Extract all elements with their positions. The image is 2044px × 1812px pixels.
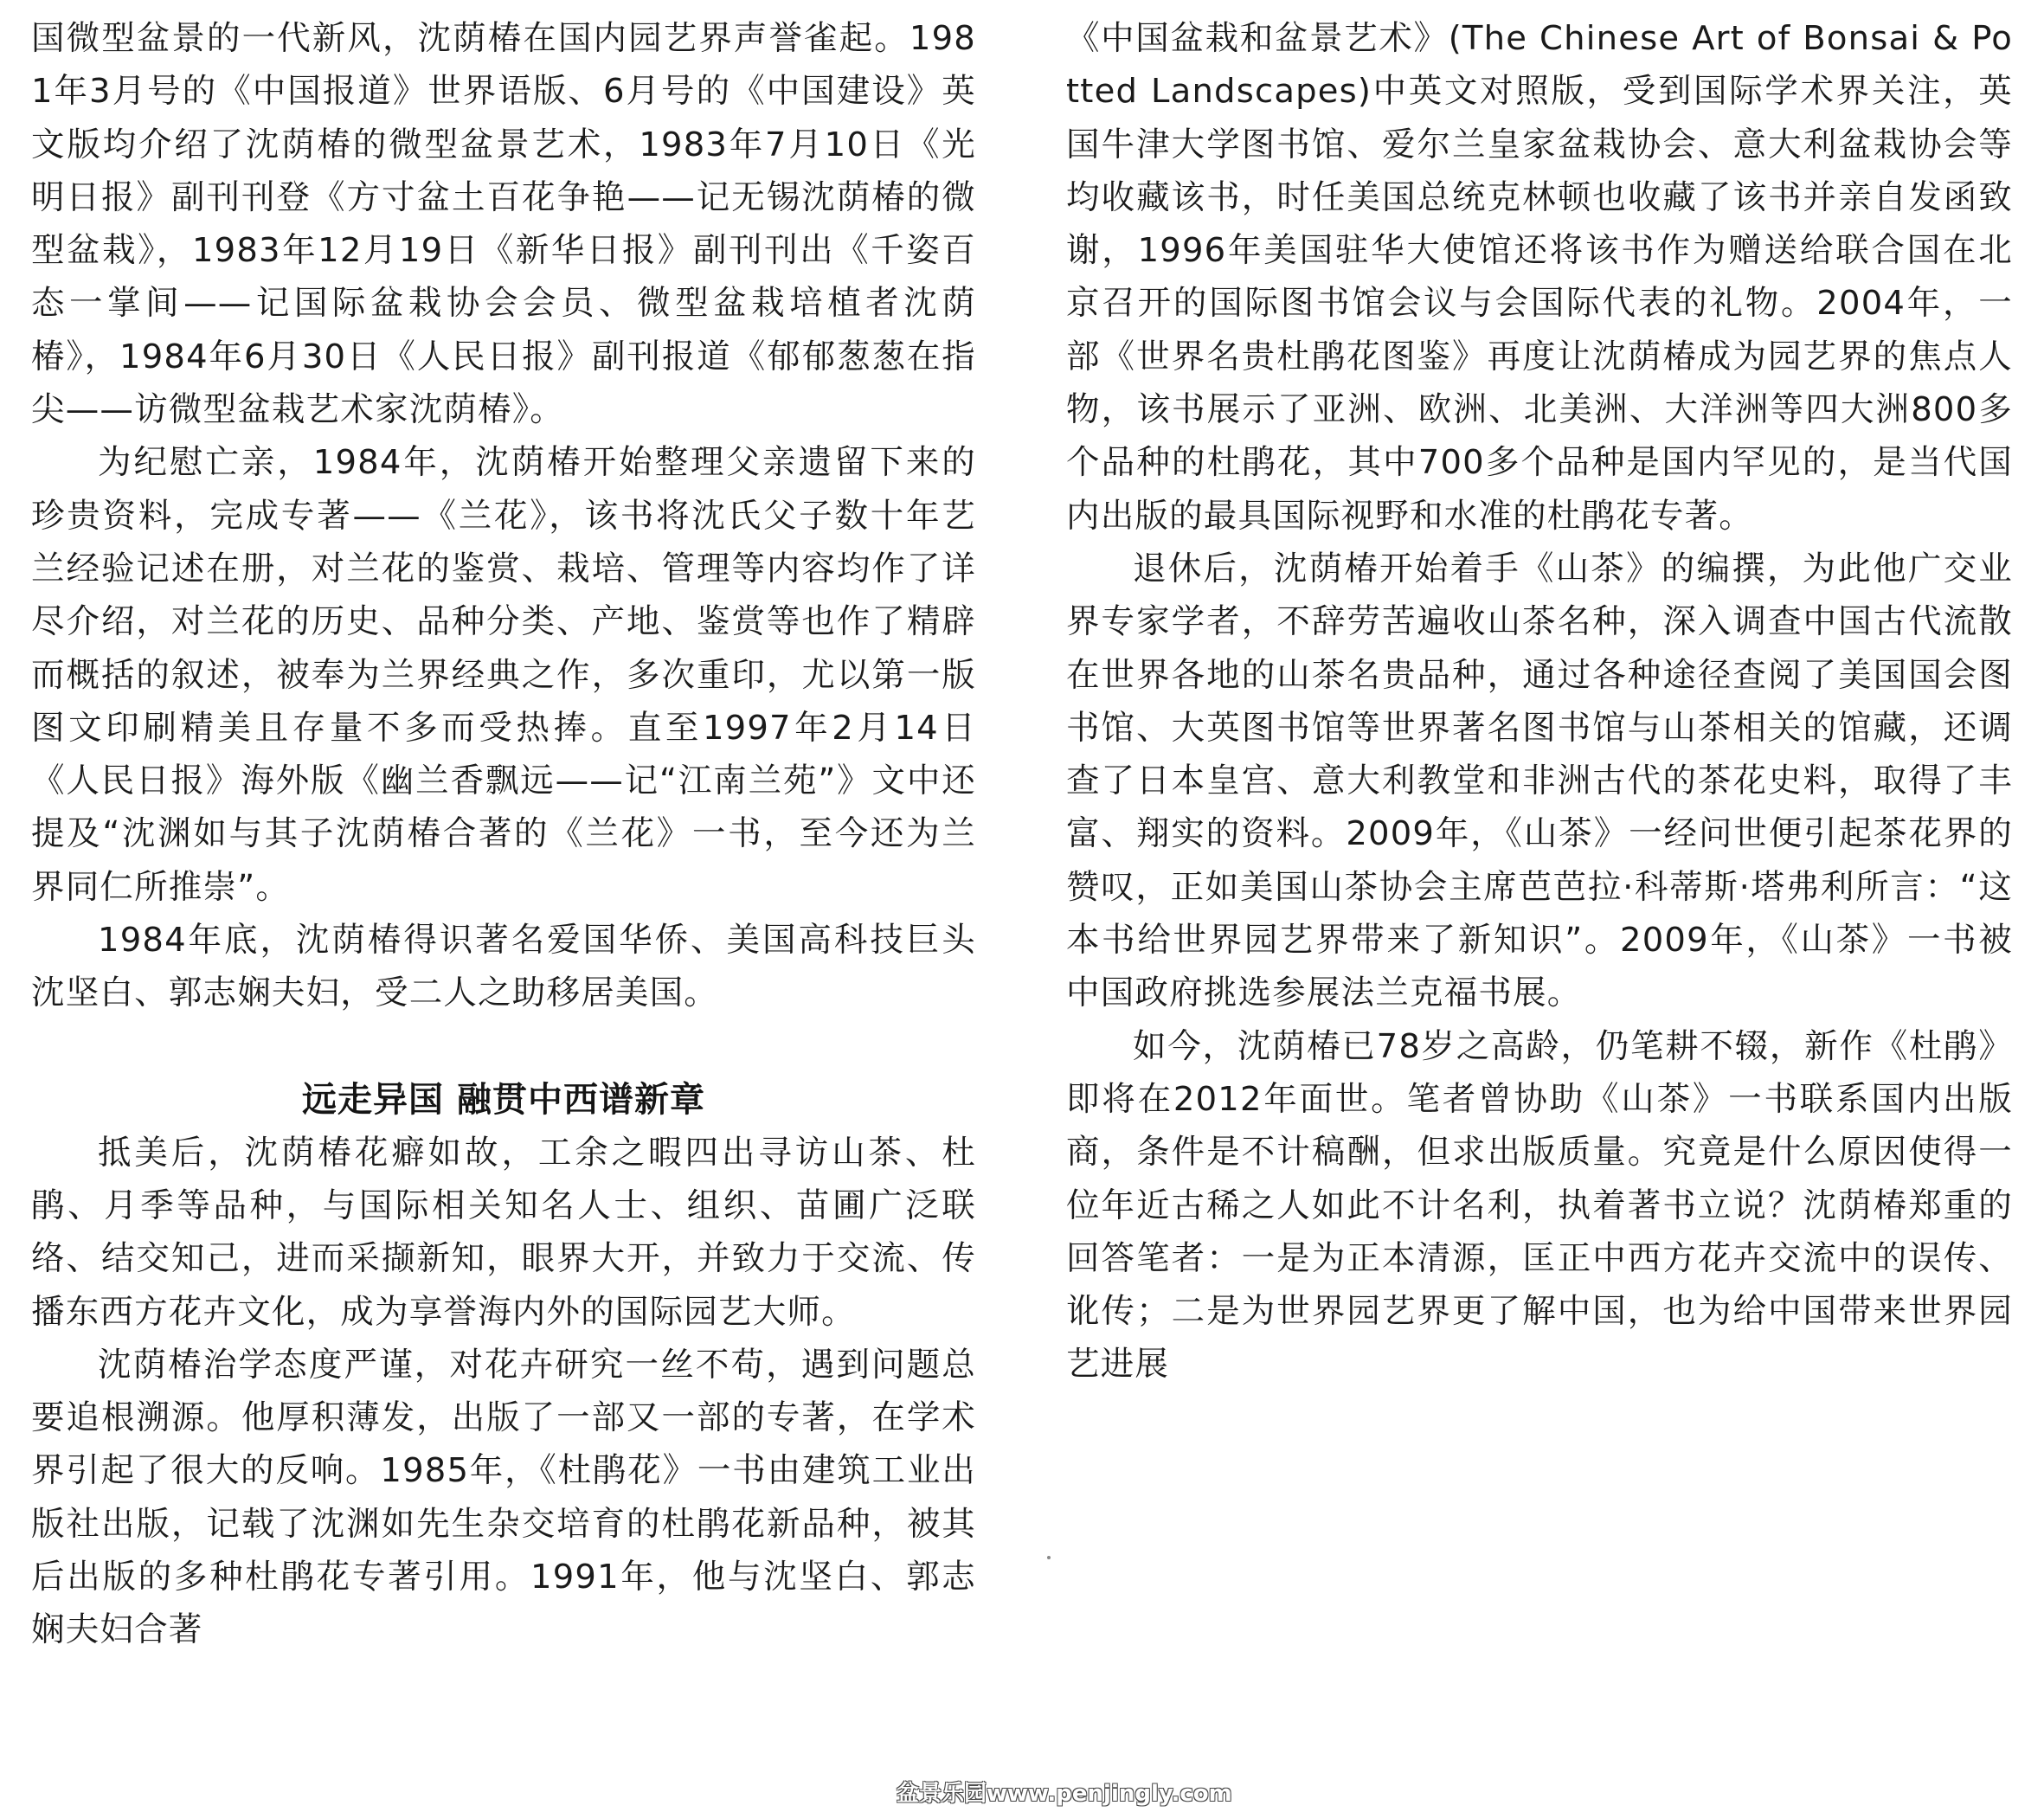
paragraph: 《中国盆栽和盆景艺术》(The Chinese Art of Bonsai & Potted Landscapes)中英文对照版，受到国际学术界关注，英国牛津大学图书馆、爱尔兰皇家盆栽协会、意大利盆栽协会等均收藏该书，时任美国总统克林顿也收藏了该书并亲自发函致谢，1996年美国驻华大使馆还将该书作为赠送给联合国在北京召开的国际图书馆会议与会国际代表的礼物。2004年，一部《世界名贵杜鹃花图鉴》再度让沈荫椿成为园艺界的焦点人物，该书展示了亚洲、欧洲、北美洲、大洋洲等四大洲800多个品种的杜鹃花，其中700多个品种是国内罕见的，是当代国内出版的最具国际视野和水准的杜鹃花专著。 <box>1066 19 2013 536</box>
paragraph: 抵美后，沈荫椿花癖如故，工余之暇四出寻访山茶、杜鹃、月季等品种，与国际相关知名人士、组织、苗圃广泛联络、结交知己，进而采撷新知，眼界大开，并致力于交流、传播东西方花卉文化，成为享誉海内外的国际园艺大师。 <box>31 1133 976 1332</box>
site-watermark: 盆景乐园www.penjingly.com <box>897 1781 1232 1807</box>
paragraph: 1984年底，沈荫椿得识著名爱国华侨、美国高科技巨头沈坚白、郭志娴夫妇，受二人之助移居美国。 <box>31 921 976 1013</box>
section-heading: 远走异国 融贯中西谱新章 <box>302 1079 705 1120</box>
stray-dot <box>1047 1556 1051 1559</box>
paragraph: 为纪慰亡亲，1984年，沈荫椿开始整理父亲遗留下来的珍贵资料，完成专著——《兰花》，该书将沈氏父子数十年艺兰经验记述在册，对兰花的鉴赏、栽培、管理等内容均作了详尽介绍，对兰花的历史、品种分类、产地、鉴赏等也作了精辟而概括的叙述，被奉为兰界经典之作，多次重印，尤以第一版图文印刷精美且存量不多而受热捧。直至1997年2月14日《人民日报》海外版《幽兰香飘远——记“江南兰苑”》文中还提及“沈渊如与其子沈荫椿合著的《兰花》一书，至今还为兰界同仁所推崇”。 <box>31 443 976 907</box>
left-column <box>31 12 976 1657</box>
paragraph: 沈荫椿治学态度严谨，对花卉研究一丝不苟，遇到问题总要追根溯源。他厚积薄发，出版了一部又一部的专著，在学术界引起了很大的反响。1985年，《杜鹃花》一书由建筑工业出版社出版，记载了沈渊如先生杂交培育的杜鹃花新品种，被其后出版的多种杜鹃花专著引用。1991年，他与沈坚白、郭志娴夫妇合著 <box>31 1345 977 1650</box>
paragraph: 国微型盆景的一代新风，沈荫椿在国内园艺界声誉雀起。1981年3月号的《中国报道》世界语版、6月号的《中国建设》英文版均介绍了沈荫椿的微型盆景艺术，1983年7月10日《光明日报》副刊刊登《方寸盆土百花争艳——记无锡沈荫椿的微型盆栽》，1983年12月19日《新华日报》副刊刊出《千姿百态一掌间——记国际盆栽协会会员、微型盆栽培植者沈荫椿》，1984年6月30日《人民日报》副刊报道《郁郁葱葱在指尖——访微型盆栽艺术家沈荫椿》。 <box>31 19 976 430</box>
paragraph: 退休后，沈荫椿开始着手《山茶》的编撰，为此他广交业界专家学者，不辞劳苦遍收山茶名种，深入调查中国古代流散在世界各地的山茶名贵品种，通过各种途径查阅了美国国会图书馆、大英图书馆等世界著名图书馆与山茶相关的馆藏，还调查了日本皇宫、意大利教堂和非洲古代的茶花史料，取得了丰富、翔实的资料。2009年，《山茶》一经问世便引起茶花界的赞叹，正如美国山茶协会主席芭芭拉·科蒂斯·塔弗利所言：“这本书给世界园艺界带来了新知识”。2009年，《山茶》一书被中国政府挑选参展法兰克福书展。 <box>1066 549 2013 1013</box>
paragraph: 如今，沈荫椿已78岁之高龄，仍笔耕不辍，新作《杜鹃》即将在2012年面世。笔者曾协助《山茶》一书联系国内出版商，条件是不计稿酬，但求出版质量。究竟是什么原因使得一位年近古稀之人如此不计名利，执着著书立说？沈荫椿郑重的回答笔者：一是为正本清源，匡正中西方花卉交流中的误传、讹传；二是为世界园艺界更了解中国，也为给中国带来世界园艺进展 <box>1066 1026 2013 1385</box>
right-column <box>1066 12 2013 1391</box>
